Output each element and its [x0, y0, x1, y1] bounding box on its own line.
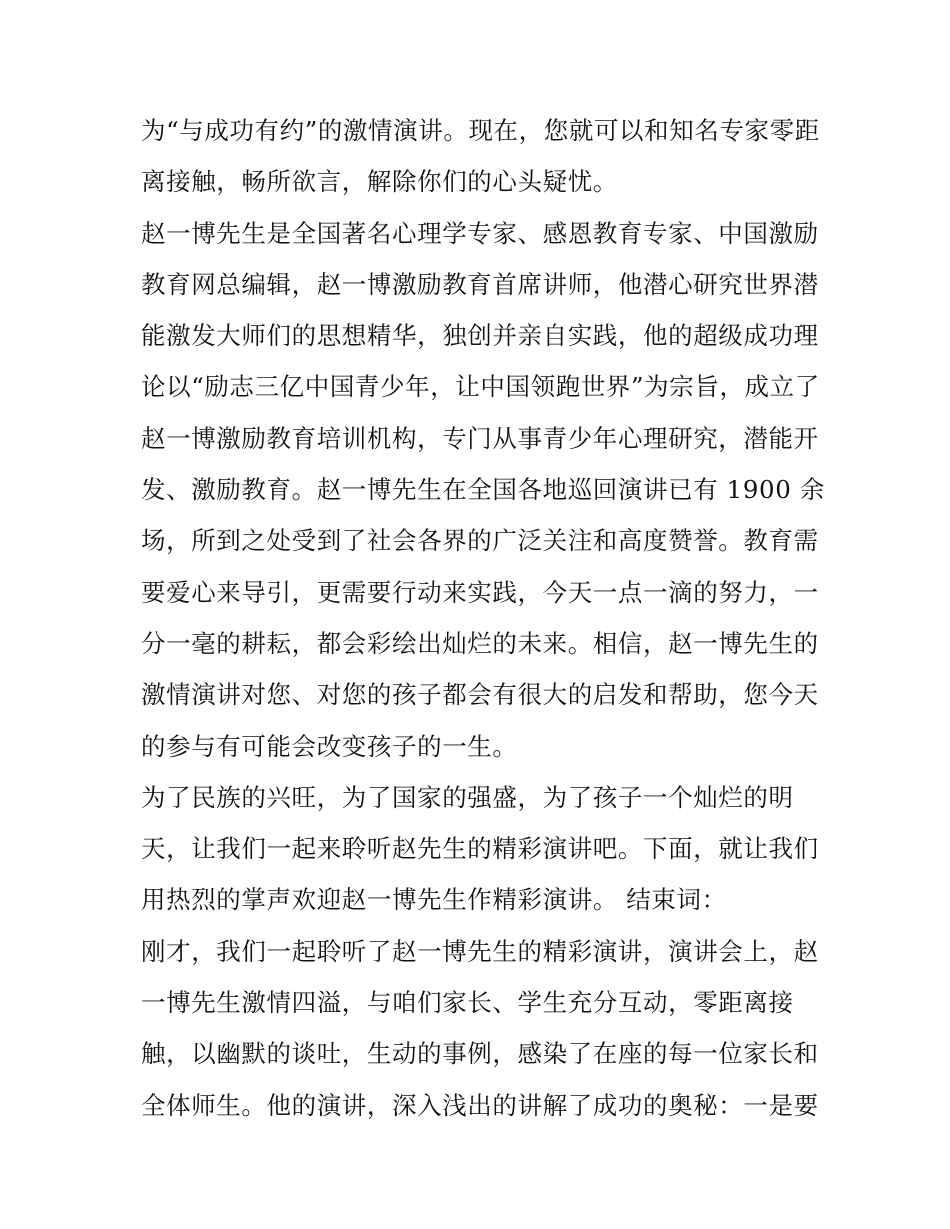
text-line: 分一毫的耕耘，都会彩绘出灿烂的未来。相信，赵一博先生的: [141, 628, 819, 658]
text-line: 全体师生。他的演讲，深入浅出的讲解了成功的奥秘：一是要: [141, 1090, 819, 1120]
text-line: 场，所到之处受到了社会各界的广泛关注和高度赞誉。教育需: [141, 526, 819, 556]
text-line: 教育网总编辑，赵一博激励教育首席讲师，他潜心研究世界潜: [141, 269, 819, 299]
text-line: 用热烈的掌声欢迎赵一博先生作精彩演讲。 结束词：: [141, 885, 727, 915]
text-line: 赵一博激励教育培训机构，专门从事青少年心理研究，潜能开: [141, 423, 819, 453]
text-line: 能激发大师们的思想精华，独创并亲自实践，他的超级成功理: [141, 321, 819, 351]
text-line: 触，以幽默的谈吐，生动的事例，感染了在座的每一位家长和: [141, 1039, 819, 1069]
text-line: 为了民族的兴旺，为了国家的强盛，为了孩子一个灿烂的明: [141, 782, 794, 812]
text-line: 刚才，我们一起聆听了赵一博先生的精彩演讲，演讲会上，赵: [141, 936, 819, 966]
text-line: 要爱心来导引，更需要行动来实践，今天一点一滴的努力，一: [141, 577, 819, 607]
text-line: 离接触，畅所欲言，解除你们的心头疑忧。: [141, 167, 618, 197]
text-line: 为“与成功有约”的激情演讲。现在，您就可以和知名专家零距: [141, 116, 820, 145]
text-line: 一博先生激情四溢，与咱们家长、学生充分互动，零距离接: [141, 988, 794, 1018]
text-line: 赵一博先生是全国著名心理学专家、感恩教育专家、中国激励: [141, 218, 819, 248]
text-line: 天，让我们一起来聆听赵先生的精彩演讲吧。下面，就让我们: [141, 834, 819, 864]
text-line: 论以“励志三亿中国青少年，让中国领跑世界”为宗旨，成立了: [141, 372, 820, 402]
text-line: 激情演讲对您、对您的孩子都会有很大的启发和帮助，您今天: [141, 680, 819, 710]
text-line: 发、激励教育。赵一博先生在全国各地巡回演讲已有 1900 余: [141, 475, 825, 505]
text-line: 的参与有可能会改变孩子的一生。: [141, 731, 518, 761]
document-body: [141, 105, 831, 1131]
